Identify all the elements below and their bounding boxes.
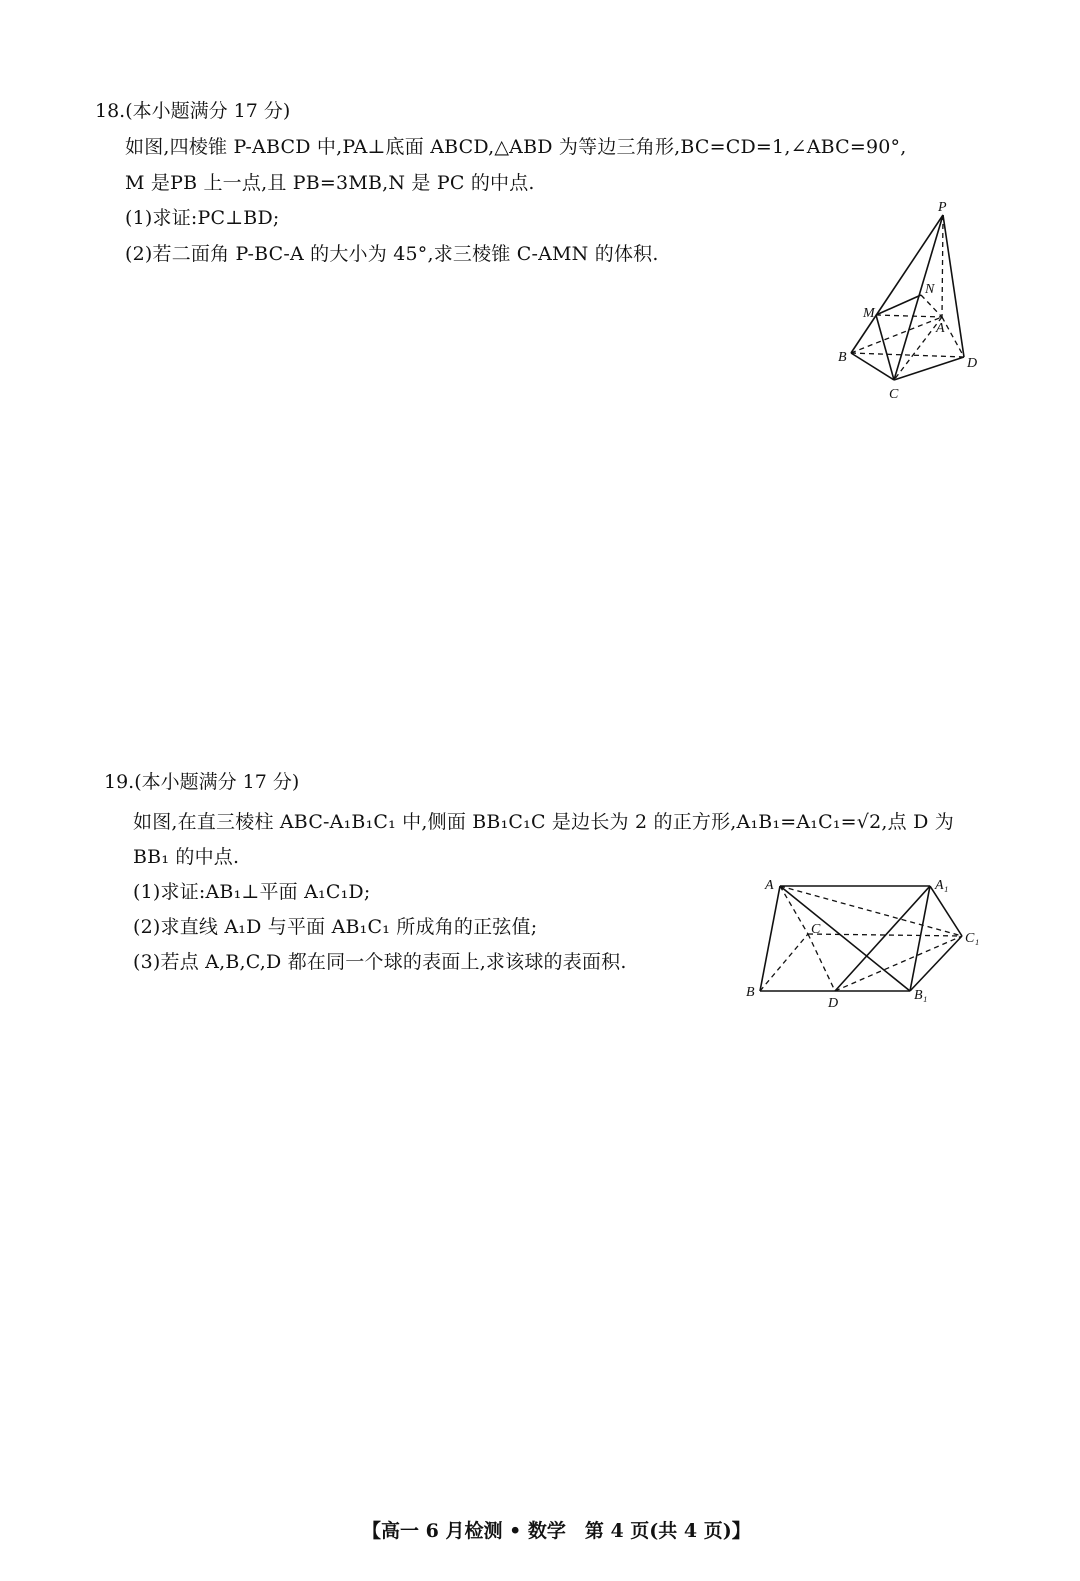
edge-BC <box>760 934 808 991</box>
q18-part1: (1)求证:PC⊥BD; <box>125 207 280 229</box>
edge-BD <box>851 353 964 357</box>
pyramid-figure <box>830 195 990 405</box>
q19-part1: (1)求证:AB₁⊥平面 A₁C₁D; <box>133 881 371 903</box>
label-B1: B₁ <box>914 988 928 1003</box>
label-B: B <box>746 985 755 1000</box>
q18-header: 18.(本小题满分 17 分) <box>95 100 291 122</box>
label-A: A <box>936 321 945 336</box>
label-C1: C₁ <box>965 931 980 946</box>
label-C: C <box>889 387 899 402</box>
label-P: P <box>938 200 947 215</box>
label-A: A <box>765 878 774 893</box>
label-N: N <box>925 282 935 297</box>
edge-NA <box>921 295 942 317</box>
edge-DC1 <box>835 936 962 991</box>
edge-CD <box>808 934 835 991</box>
q19-part3: (3)若点 A,B,C,D 都在同一个球的表面上,求该球的表面积. <box>133 951 627 973</box>
label-M: M <box>863 306 875 321</box>
label-C: C <box>811 922 821 937</box>
label-D: D <box>828 996 839 1011</box>
label-B: B <box>838 350 847 365</box>
edge-PD <box>943 215 964 357</box>
q18-line2: M 是PB 上一点,且 PB=3MB,N 是 PC 的中点. <box>125 172 535 194</box>
page-footer: 【高一 6 月检测 • 数学 第 4 页(共 4 页)】 <box>362 1520 751 1542</box>
edge-B1C1 <box>910 936 962 991</box>
prism-figure <box>740 870 990 1015</box>
q19-header: 19.(本小题满分 17 分) <box>104 771 300 793</box>
edge-CD <box>894 357 964 380</box>
q19-line2: BB₁ 的中点. <box>133 846 240 868</box>
edge-MA <box>876 315 942 317</box>
q19-line1: 如图,在直三棱柱 ABC-A₁B₁C₁ 中,侧面 BB₁C₁C 是边长为 2 的正方形,A₁B₁=A₁C₁=√2,点 D 为 <box>133 811 954 833</box>
q18-line1: 如图,四棱锥 P-ABCD 中,PA⊥底面 ABCD,△ABD 为等边三角形,BC=CD=1,∠ABC=90°, <box>125 136 907 158</box>
q18-part2: (2)若二面角 P-BC-A 的大小为 45°,求三棱锥 C-AMN 的体积. <box>125 243 659 265</box>
edge-AC <box>780 886 808 934</box>
q19-part2: (2)求直线 A₁D 与平面 AB₁C₁ 所成角的正弦值; <box>133 916 538 938</box>
edge-A1C1 <box>930 886 962 936</box>
edge-AB <box>760 886 780 991</box>
edge-PA <box>942 215 943 317</box>
label-D: D <box>967 356 978 371</box>
edge-A1B1 <box>910 886 930 991</box>
label-A1: A₁ <box>935 878 949 893</box>
edge-AB1 <box>780 886 910 991</box>
edge-A1D <box>835 886 930 991</box>
